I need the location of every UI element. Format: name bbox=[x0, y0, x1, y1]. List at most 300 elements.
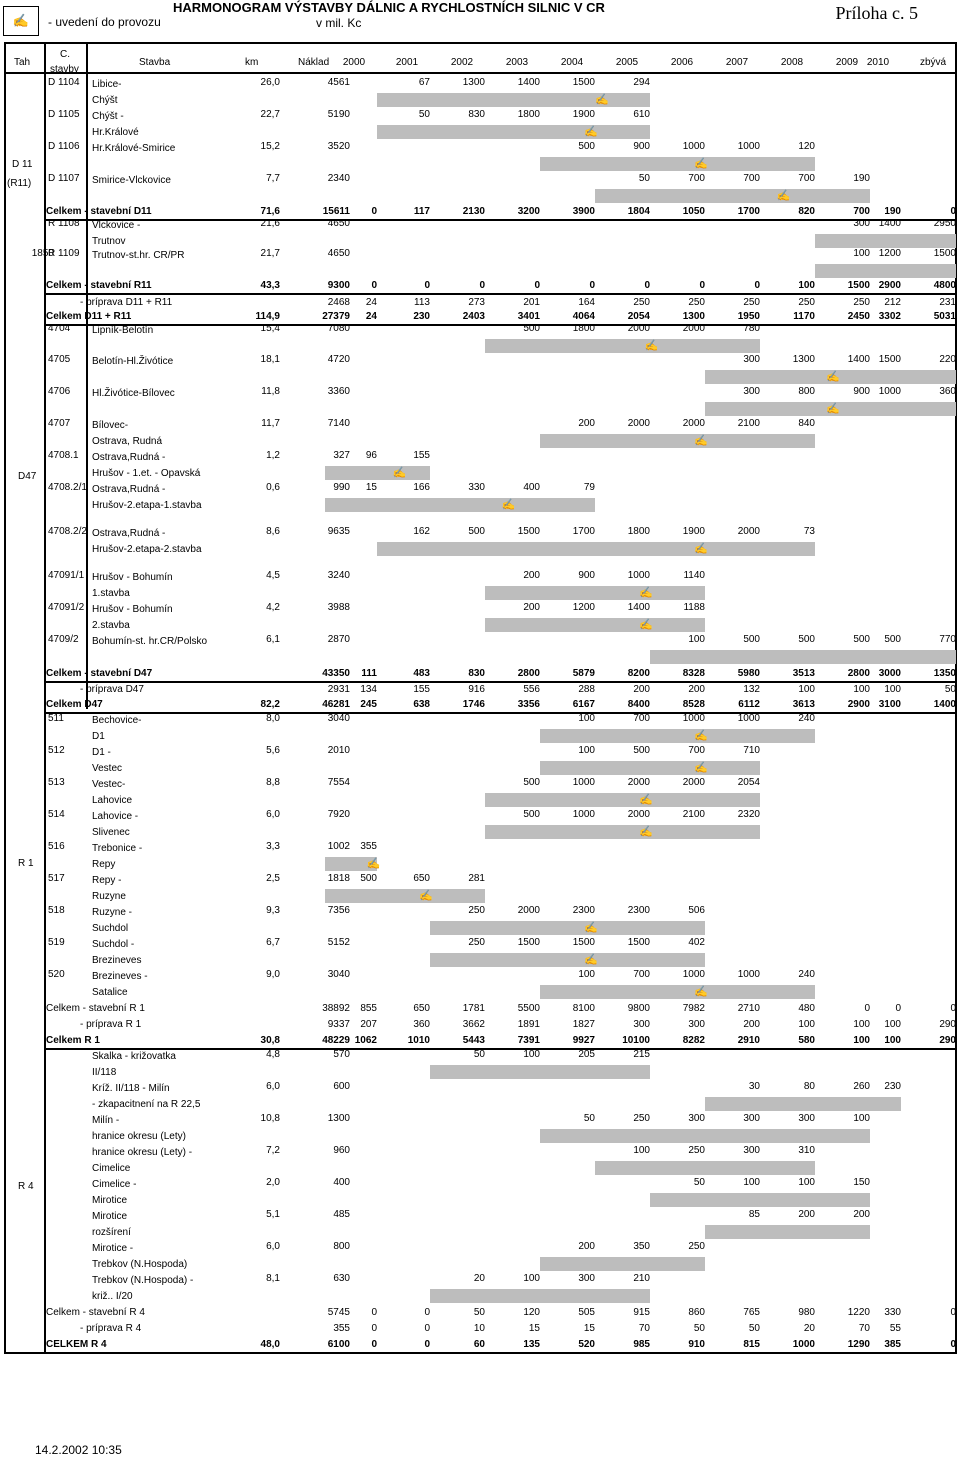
summary-year-value: 2910 bbox=[737, 1035, 760, 1046]
group-label-d47: D47 bbox=[18, 471, 37, 482]
summary-year-value: 207 bbox=[360, 1019, 377, 1030]
summary-year-value: 117 bbox=[413, 206, 430, 217]
row-name-2: Satalice bbox=[92, 987, 128, 998]
row-year-value: 100 bbox=[743, 1177, 760, 1188]
summary-year-value: 100 bbox=[853, 1035, 870, 1046]
summary-year-value: 2054 bbox=[627, 311, 650, 322]
row-year-value: 2320 bbox=[737, 809, 760, 820]
summary-year-value: 8282 bbox=[682, 1035, 705, 1046]
row-id: 517 bbox=[48, 873, 65, 884]
row-year-value: 230 bbox=[884, 1081, 901, 1092]
col-header-year: 2000 bbox=[342, 57, 366, 68]
row-year-value: 100 bbox=[688, 634, 705, 645]
row-id: 514 bbox=[48, 809, 65, 820]
summary-year-value: 20 bbox=[803, 1323, 815, 1334]
summary-label: Celkem - stavební R11 bbox=[46, 280, 152, 291]
summary-year-value: 155 bbox=[413, 684, 430, 695]
row-cost: 7554 bbox=[327, 777, 350, 788]
row-km: 1,2 bbox=[266, 450, 280, 461]
summary-year-value: 134 bbox=[360, 684, 377, 695]
table-rule bbox=[46, 293, 956, 295]
row-year-value: 1500 bbox=[933, 248, 956, 259]
row-year-value: 1800 bbox=[572, 323, 595, 334]
row-name-2: Cimelice bbox=[92, 1163, 131, 1174]
row-year-value: 1000 bbox=[627, 570, 650, 581]
row-year-value: 610 bbox=[633, 109, 650, 120]
summary-year-value: 0 bbox=[479, 280, 485, 291]
row-id: 519 bbox=[48, 937, 65, 948]
row-year-value: 1800 bbox=[627, 526, 650, 537]
summary-year-value: 8100 bbox=[572, 1003, 595, 1014]
summary-year-value: 100 bbox=[853, 684, 870, 695]
opening-pen-icon: ✍ bbox=[694, 543, 708, 555]
row-year-value: 780 bbox=[743, 323, 760, 334]
row-year-value: 400 bbox=[523, 482, 540, 493]
opening-pen-icon: ✍ bbox=[694, 730, 708, 742]
summary-year-value: 7982 bbox=[682, 1003, 705, 1014]
row-cost: 327 bbox=[333, 450, 350, 461]
row-year-value: 360 bbox=[939, 386, 956, 397]
row-name: Vlckovice - bbox=[92, 220, 141, 231]
summary-year-value: 4800 bbox=[933, 280, 956, 291]
row-year-value: 700 bbox=[688, 173, 705, 184]
row-km: 6,1 bbox=[266, 634, 280, 645]
row-year-value: 1200 bbox=[878, 248, 901, 259]
row-year-value: 1000 bbox=[572, 777, 595, 788]
row-name-2: D1 bbox=[92, 731, 105, 742]
row-year-value: 1500 bbox=[517, 526, 540, 537]
row-name: Trebonice - bbox=[92, 843, 143, 854]
row-cost: 3240 bbox=[327, 570, 350, 581]
row-year-value: 250 bbox=[688, 1241, 705, 1252]
summary-year-value: 250 bbox=[798, 297, 815, 308]
schedule-bar bbox=[540, 761, 760, 775]
row-cost: 3040 bbox=[327, 969, 350, 980]
summary-year-value: 200 bbox=[743, 1019, 760, 1030]
summary-year-value: 0 bbox=[950, 1307, 956, 1318]
summary-year-value: 910 bbox=[688, 1339, 705, 1350]
summary-year-value: 111 bbox=[361, 668, 377, 679]
row-id: D 1107 bbox=[48, 173, 80, 184]
summary-label: Celkem D11 + R11 bbox=[46, 311, 132, 322]
summary-label: - príprava R 4 bbox=[80, 1323, 142, 1334]
row-name-2: Ostrava, Rudná bbox=[92, 436, 163, 447]
summary-year-value: 385 bbox=[884, 1339, 901, 1350]
row-year-value: 1300 bbox=[462, 77, 485, 88]
row-year-value: 1000 bbox=[572, 809, 595, 820]
pen-icon: ✍ bbox=[12, 13, 30, 28]
schedule-bar bbox=[540, 985, 815, 999]
row-year-value: 300 bbox=[743, 1113, 760, 1124]
summary-year-value: 0 bbox=[424, 1323, 430, 1334]
row-cost: 3040 bbox=[327, 713, 350, 724]
row-year-value: 1000 bbox=[682, 141, 705, 152]
summary-year-value: 250 bbox=[853, 297, 870, 308]
summary-year-value: 50 bbox=[944, 684, 956, 695]
summary-year-value: 135 bbox=[523, 1339, 540, 1350]
summary-year-value: 520 bbox=[578, 1339, 595, 1350]
summary-label: Celkem R 1 bbox=[46, 1035, 100, 1046]
row-year-value: 300 bbox=[743, 1145, 760, 1156]
row-year-value: 79 bbox=[583, 482, 595, 493]
row-km: 8,1 bbox=[266, 1273, 280, 1284]
summary-year-value: 765 bbox=[743, 1307, 760, 1318]
row-name: Lipník-Belotín bbox=[92, 325, 154, 336]
row-id: 4708.2/2 bbox=[48, 526, 87, 537]
row-year-value: 200 bbox=[578, 1241, 595, 1252]
opening-pen-icon: ✍ bbox=[501, 499, 516, 511]
row-cost: 3988 bbox=[327, 602, 350, 613]
row-year-value: 300 bbox=[743, 354, 760, 365]
row-name: Ruzyne - bbox=[92, 907, 133, 918]
row-year-value: 281 bbox=[468, 873, 485, 884]
row-km: 15,2 bbox=[260, 141, 280, 152]
row-id: 4709/2 bbox=[48, 634, 79, 645]
summary-year-value: 100 bbox=[798, 280, 815, 291]
row-year-value: 500 bbox=[743, 634, 760, 645]
row-year-value: 96 bbox=[365, 450, 377, 461]
row-year-value: 300 bbox=[798, 1113, 815, 1124]
summary-year-value: 231 bbox=[939, 297, 956, 308]
row-year-value: 200 bbox=[523, 570, 540, 581]
summary-year-value: 15 bbox=[583, 1323, 595, 1334]
summary-cost: 2931 bbox=[327, 684, 350, 695]
summary-year-value: 1400 bbox=[933, 699, 956, 710]
document-title: HARMONOGRAM VÝSTAVBY DÁLNIC A RYCHLOSTNÍCH SILNIC V CR bbox=[173, 0, 605, 15]
opening-pen-icon: ✍ bbox=[595, 94, 609, 106]
row-km: 3,3 bbox=[266, 841, 280, 852]
col-header-year: 2007 bbox=[725, 57, 749, 68]
row-km: 8,8 bbox=[266, 777, 280, 788]
summary-year-value: 120 bbox=[523, 1307, 540, 1318]
opening-pen-icon: ✍ bbox=[419, 890, 434, 902]
row-year-value: 1400 bbox=[847, 354, 870, 365]
row-year-value: 240 bbox=[798, 713, 815, 724]
summary-year-value: 0 bbox=[371, 1307, 377, 1318]
row-year-value: 250 bbox=[468, 937, 485, 948]
row-km: 8,0 bbox=[266, 713, 280, 724]
row-km: 15,4 bbox=[260, 323, 280, 334]
col-header-year: 2006 bbox=[670, 57, 694, 68]
summary-year-value: 0 bbox=[424, 1307, 430, 1318]
row-km: 9,3 bbox=[266, 905, 280, 916]
summary-year-value: 200 bbox=[688, 684, 705, 695]
summary-label: Celkem - stavební D11 bbox=[46, 206, 152, 217]
row-year-value: 1000 bbox=[737, 969, 760, 980]
row-year-value: 2100 bbox=[682, 809, 705, 820]
summary-year-value: 2900 bbox=[847, 699, 870, 710]
row-id: D 1104 bbox=[48, 77, 80, 88]
row-year-value: 30 bbox=[748, 1081, 760, 1092]
schedule-bar bbox=[650, 650, 956, 664]
row-name: Chýšt - bbox=[92, 111, 124, 122]
row-year-value: 650 bbox=[413, 873, 430, 884]
row-year-value: 1000 bbox=[682, 969, 705, 980]
summary-year-value: 1781 bbox=[462, 1003, 485, 1014]
row-name-2: 2.stavba bbox=[92, 620, 130, 631]
row-id: R 1108 bbox=[48, 218, 80, 229]
row-year-value: 330 bbox=[468, 482, 485, 493]
summary-year-value: 556 bbox=[523, 684, 540, 695]
summary-year-value: 0 bbox=[424, 280, 430, 291]
legend-text: - uvedení do provozu bbox=[48, 15, 161, 29]
schedule-bar bbox=[540, 157, 815, 171]
summary-label: Celkem - stavební R 4 bbox=[46, 1307, 145, 1318]
row-year-value: 2000 bbox=[737, 526, 760, 537]
row-year-value: 500 bbox=[523, 777, 540, 788]
summary-year-value: 0 bbox=[644, 280, 650, 291]
summary-year-value: 916 bbox=[468, 684, 485, 695]
print-timestamp: 14.2.2002 10:35 bbox=[35, 1443, 122, 1457]
row-name-2: Brezineves bbox=[92, 955, 142, 966]
row-year-value: 250 bbox=[468, 905, 485, 916]
row-year-value: 50 bbox=[638, 173, 650, 184]
opening-pen-icon: ✍ bbox=[584, 922, 598, 934]
summary-year-value: 113 bbox=[414, 297, 430, 308]
row-year-value: 80 bbox=[803, 1081, 815, 1092]
row-id: 4708.1 bbox=[48, 450, 79, 461]
schedule-bar bbox=[595, 189, 870, 203]
summary-year-value: 1827 bbox=[572, 1019, 595, 1030]
opening-pen-icon: ✍ bbox=[366, 858, 381, 870]
col-header-year: 2010 bbox=[866, 57, 890, 68]
row-year-value: 1900 bbox=[682, 526, 705, 537]
row-year-value: 300 bbox=[578, 1273, 595, 1284]
row-name: Bílovec- bbox=[92, 420, 129, 431]
summary-year-value: 2450 bbox=[847, 311, 870, 322]
row-name: Trebkov (N.Hospoda) - bbox=[92, 1275, 194, 1286]
summary-year-value: 650 bbox=[413, 1003, 430, 1014]
row-cost: 7080 bbox=[327, 323, 350, 334]
schedule-bar bbox=[325, 889, 485, 903]
row-year-value: 355 bbox=[360, 841, 377, 852]
row-id: 512 bbox=[48, 745, 65, 756]
row-year-value: 800 bbox=[798, 386, 815, 397]
row-year-value: 120 bbox=[798, 141, 815, 152]
summary-year-value: 0 bbox=[371, 1339, 377, 1350]
summary-year-value: 0 bbox=[754, 280, 760, 291]
opening-pen-icon: ✍ bbox=[644, 340, 659, 352]
schedule-bar bbox=[325, 498, 595, 512]
summary-year-value: 980 bbox=[798, 1307, 815, 1318]
row-year-value: 500 bbox=[360, 873, 377, 884]
summary-year-value: 10100 bbox=[622, 1035, 650, 1046]
summary-year-value: 0 bbox=[950, 206, 956, 217]
opening-pen-icon: ✍ bbox=[694, 762, 708, 774]
row-cost: 4720 bbox=[327, 354, 350, 365]
row-year-value: 1500 bbox=[572, 77, 595, 88]
row-year-value: 220 bbox=[939, 354, 956, 365]
table-rule bbox=[4, 72, 957, 74]
row-name-2: rozšírení bbox=[92, 1227, 131, 1238]
summary-year-value: 3513 bbox=[792, 668, 815, 679]
row-name-2: Lahovice bbox=[92, 795, 133, 806]
row-name: Ostrava,Rudná - bbox=[92, 484, 166, 495]
row-year-value: 100 bbox=[853, 1113, 870, 1124]
schedule-bar bbox=[430, 921, 705, 935]
row-year-value: 100 bbox=[523, 1273, 540, 1284]
summary-year-value: 580 bbox=[798, 1035, 815, 1046]
row-year-value: 150 bbox=[853, 1177, 870, 1188]
row-id: 47091/2 bbox=[48, 602, 85, 613]
summary-label: - príprava D11 + R11 bbox=[80, 297, 173, 308]
summary-cost: 6100 bbox=[327, 1339, 350, 1350]
row-km: 5,6 bbox=[266, 745, 280, 756]
schedule-bar bbox=[325, 466, 430, 480]
summary-year-value: 50 bbox=[473, 1307, 485, 1318]
opening-pen-icon: ✍ bbox=[694, 158, 708, 170]
summary-year-value: 1950 bbox=[737, 311, 760, 322]
summary-cost: 9300 bbox=[327, 280, 350, 291]
row-cost: 4650 bbox=[327, 218, 350, 229]
row-cost: 960 bbox=[333, 1145, 350, 1156]
summary-year-value: 480 bbox=[798, 1003, 815, 1014]
row-year-value: 100 bbox=[523, 1049, 540, 1060]
row-id: 516 bbox=[48, 841, 65, 852]
row-year-value: 310 bbox=[798, 1145, 815, 1156]
group-label-r1: R 1 bbox=[18, 858, 34, 869]
row-year-value: 2054 bbox=[737, 777, 760, 788]
row-year-value: 240 bbox=[798, 969, 815, 980]
col-header-year: 2003 bbox=[505, 57, 529, 68]
row-km: 7,2 bbox=[266, 1145, 280, 1156]
row-cost: 9635 bbox=[327, 526, 350, 537]
row-km: 21,7 bbox=[260, 248, 280, 259]
summary-year-value: 4064 bbox=[572, 311, 595, 322]
summary-cost: 38892 bbox=[322, 1003, 350, 1014]
summary-year-value: 50 bbox=[748, 1323, 760, 1334]
row-cost: 7920 bbox=[327, 809, 350, 820]
summary-year-value: 985 bbox=[633, 1339, 650, 1350]
table-rule bbox=[46, 1352, 956, 1354]
summary-year-value: 0 bbox=[950, 1003, 956, 1014]
row-year-value: 15 bbox=[365, 482, 377, 493]
row-year-value: 250 bbox=[633, 1113, 650, 1124]
summary-year-value: 0 bbox=[424, 1339, 430, 1350]
row-cost: 600 bbox=[333, 1081, 350, 1092]
summary-cost: 46281 bbox=[322, 699, 350, 710]
row-year-value: 250 bbox=[688, 1145, 705, 1156]
row-name-2: Suchdol bbox=[92, 923, 129, 934]
summary-year-value: 2900 bbox=[878, 280, 901, 291]
col-header-year: 2001 bbox=[395, 57, 419, 68]
summary-year-value: 1300 bbox=[682, 311, 705, 322]
row-km: 26,0 bbox=[260, 77, 280, 88]
summary-label: Celkem D47 bbox=[46, 699, 103, 710]
row-year-value: 215 bbox=[633, 1049, 650, 1060]
row-year-value: 2000 bbox=[682, 777, 705, 788]
row-year-value: 50 bbox=[583, 1113, 595, 1124]
row-cost: 2340 bbox=[327, 173, 350, 184]
row-cost: 3520 bbox=[327, 141, 350, 152]
opening-pen-icon: ✍ bbox=[694, 435, 708, 447]
row-cost: 570 bbox=[333, 1049, 350, 1060]
row-year-value: 770 bbox=[939, 634, 956, 645]
summary-year-value: 1700 bbox=[737, 206, 760, 217]
row-year-value: 2300 bbox=[627, 905, 650, 916]
row-name: Hrušov - Bohumín bbox=[92, 604, 173, 615]
summary-km: 48,0 bbox=[260, 1339, 280, 1350]
row-year-value: 350 bbox=[633, 1241, 650, 1252]
row-id: 511 bbox=[48, 713, 64, 724]
summary-year-value: 1050 bbox=[682, 206, 705, 217]
summary-year-value: 3900 bbox=[572, 206, 595, 217]
summary-year-value: 9927 bbox=[572, 1035, 595, 1046]
summary-year-value: 2710 bbox=[737, 1003, 760, 1014]
row-year-value: 500 bbox=[798, 634, 815, 645]
row-year-value: 50 bbox=[693, 1177, 705, 1188]
row-year-value: 100 bbox=[633, 1145, 650, 1156]
row-year-value: 2950 bbox=[933, 218, 956, 229]
row-id: 518 bbox=[48, 905, 65, 916]
summary-year-value: 0 bbox=[895, 1003, 901, 1014]
row-km: 22,7 bbox=[260, 109, 280, 120]
row-year-value: 1000 bbox=[878, 386, 901, 397]
row-name: Repy - bbox=[92, 875, 122, 886]
row-year-value: 155 bbox=[413, 450, 430, 461]
summary-year-value: 24 bbox=[365, 311, 377, 322]
row-year-value: 300 bbox=[853, 218, 870, 229]
schedule-bar bbox=[540, 1257, 705, 1271]
summary-year-value: 855 bbox=[360, 1003, 377, 1014]
row-name-2: hranice okresu (Lety) bbox=[92, 1131, 186, 1142]
row-km: 18,1 bbox=[260, 354, 280, 365]
summary-year-value: 100 bbox=[884, 684, 901, 695]
row-year-value: 1188 bbox=[683, 602, 705, 613]
annex-label: Príloha c. 5 bbox=[835, 3, 918, 23]
row-year-value: 2000 bbox=[682, 418, 705, 429]
opening-pen-icon: ✍ bbox=[694, 986, 708, 998]
summary-year-value: 1170 bbox=[793, 311, 815, 322]
row-name: Vestec- bbox=[92, 779, 126, 790]
summary-year-value: 15 bbox=[528, 1323, 540, 1334]
row-name: Cimelice - bbox=[92, 1179, 137, 1190]
row-name: Ostrava,Rudná - bbox=[92, 528, 166, 539]
row-year-value: 294 bbox=[633, 77, 650, 88]
row-year-value: 2000 bbox=[627, 809, 650, 820]
schedule-bar bbox=[430, 1289, 650, 1303]
summary-year-value: 1062 bbox=[354, 1035, 377, 1046]
row-id: R 1109 bbox=[48, 248, 80, 259]
row-year-value: 100 bbox=[578, 713, 595, 724]
row-year-value: 1400 bbox=[627, 602, 650, 613]
col-header-year: 2008 bbox=[780, 57, 804, 68]
row-year-value: 2000 bbox=[627, 418, 650, 429]
summary-year-value: 70 bbox=[858, 1323, 870, 1334]
row-year-value: 900 bbox=[633, 141, 650, 152]
summary-cost: 43350 bbox=[322, 668, 350, 679]
row-year-value: 300 bbox=[743, 386, 760, 397]
row-year-value: 1300 bbox=[792, 354, 815, 365]
summary-year-value: 2800 bbox=[517, 668, 540, 679]
row-cost: 1300 bbox=[327, 1113, 350, 1124]
row-year-value: 200 bbox=[853, 1209, 870, 1220]
row-km: 4,2 bbox=[266, 602, 280, 613]
row-km: 10,8 bbox=[260, 1113, 280, 1124]
summary-year-value: 0 bbox=[864, 1003, 870, 1014]
row-year-value: 830 bbox=[468, 109, 485, 120]
summary-year-value: 1500 bbox=[847, 280, 870, 291]
summary-year-value: 5500 bbox=[517, 1003, 540, 1014]
summary-year-value: 1290 bbox=[847, 1339, 870, 1350]
summary-year-value: 1350 bbox=[933, 668, 956, 679]
row-km: 11,8 bbox=[261, 386, 280, 397]
summary-year-value: 330 bbox=[884, 1307, 901, 1318]
row-name-2: Trutnov bbox=[92, 236, 126, 247]
row-name: Hl.Živótice-Bílovec bbox=[92, 388, 175, 399]
col-header-c-stavby: C. bbox=[60, 49, 70, 60]
row-id: D 1105 bbox=[48, 109, 80, 120]
